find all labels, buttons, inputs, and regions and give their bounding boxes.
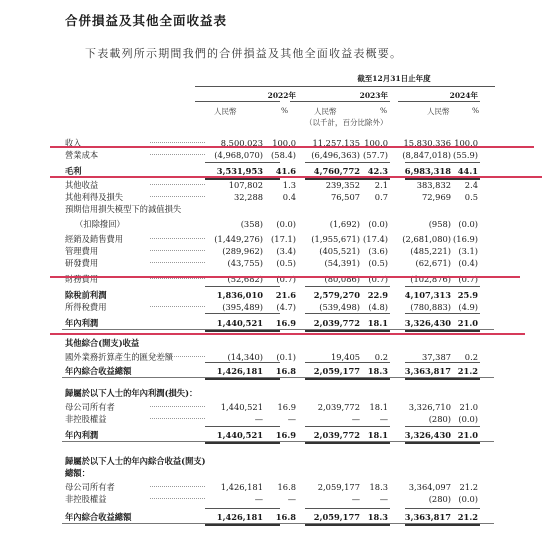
- pct-cell-1: (0.5): [368, 258, 388, 268]
- dot-leader: [150, 406, 205, 407]
- pct-cell-0: —: [287, 494, 296, 504]
- row-other-income: [0, 179, 550, 191]
- pct-cell-1: 0.2: [374, 352, 388, 362]
- amount-cell-2: 3,363,817: [404, 512, 451, 522]
- amount-cell-1: 11,257,135: [312, 138, 360, 148]
- amount-cell-0: (52,682): [227, 274, 263, 284]
- amount-cell-2: 6,983,318: [404, 166, 451, 176]
- amount-cell-2: 3,326,430: [404, 318, 451, 328]
- total-rule: [305, 378, 390, 380]
- year-rule-2023: [290, 101, 390, 102]
- pct-cell-1: (0.7): [368, 274, 388, 284]
- amount-cell-2: 72,969: [421, 192, 451, 202]
- pct-cell-2: 21.2: [459, 482, 478, 492]
- total-rule: [405, 426, 480, 427]
- amount-cell-1: (539,498): [319, 302, 360, 312]
- row-label: 非控股權益: [65, 494, 107, 504]
- row-profit-before-tax: [0, 289, 550, 301]
- amount-cell-1: 76,507: [330, 192, 360, 202]
- pct-cell-2: 100.0: [454, 138, 478, 148]
- pct-cell-0: 21.6: [275, 290, 296, 300]
- pct-cell-1: 42.3: [367, 166, 388, 176]
- dot-leader: [150, 196, 205, 197]
- pct-cell-0: 100.0: [272, 138, 296, 148]
- amount-cell-2: (62,671): [415, 258, 451, 268]
- pct-cell-2: (4.9): [458, 302, 478, 312]
- period-header-rule: [195, 86, 495, 87]
- row-label: （扣除撥回）: [75, 219, 125, 229]
- pct-cell-2: 21.0: [457, 430, 478, 440]
- amount-cell-0: 1,836,010: [216, 290, 263, 300]
- row-label: 除稅前利潤: [65, 290, 107, 300]
- row-tci-owners: [0, 481, 550, 493]
- pct-cell-0: (17.1): [271, 234, 296, 244]
- highlight-profit-for-year-total: [62, 429, 494, 442]
- row-rd-expenses: [0, 257, 550, 269]
- row-selling-expenses: [0, 233, 550, 245]
- dot-leader: [150, 418, 205, 419]
- row-label: 母公司所有者: [65, 402, 115, 412]
- amount-cell-1: 2,579,270: [313, 290, 360, 300]
- dot-leader: [150, 356, 205, 357]
- row-label: 歸屬於以下人士的年內利潤(損失)：: [65, 388, 198, 398]
- pct-cell-0: (0.5): [276, 258, 296, 268]
- row-impairment-heading: [0, 203, 550, 215]
- amount-cell-2: 4,107,313: [404, 290, 451, 300]
- total-rule: [305, 426, 390, 427]
- total-rule: [305, 508, 390, 509]
- row-label: 所得稅費用: [65, 302, 107, 312]
- year-header-2023: 2023年: [359, 91, 388, 100]
- row-profit-attrib-heading: [0, 387, 550, 399]
- amount-cell-0: 1,440,521: [216, 318, 263, 328]
- amount-cell-2: 15,830,336: [403, 138, 451, 148]
- amount-cell-1: (1,692): [329, 219, 360, 229]
- year-header-2024: 2024年: [449, 91, 478, 100]
- pct-cell-1: 18.1: [369, 402, 388, 412]
- pct-cell-0: 16.9: [277, 402, 296, 412]
- amount-cell-1: 19,405: [330, 352, 360, 362]
- pct-cell-2: 25.9: [457, 290, 478, 300]
- amount-cell-0: (395,489): [222, 302, 263, 312]
- row-tci-nci: [0, 493, 550, 505]
- pct-cell-1: 0.7: [374, 192, 388, 202]
- row-label: 管理費用: [65, 246, 99, 256]
- pct-cell-2: (3.1): [458, 246, 478, 256]
- row-label: 研發費用: [65, 258, 99, 268]
- row-label: 年內利潤: [65, 318, 99, 328]
- amount-cell-0: (289,962): [222, 246, 263, 256]
- row-label: 總額：: [65, 468, 90, 478]
- pct-cell-0: 1.3: [282, 180, 296, 190]
- page-title: 合併損益及其他全面收益表: [65, 13, 228, 28]
- year-rule-2022: [195, 101, 280, 102]
- amount-cell-2: (280): [428, 414, 451, 424]
- total-rule: [405, 286, 480, 287]
- total-rule: [205, 362, 280, 363]
- red-underline-annotation: [50, 146, 534, 148]
- red-underline-annotation: [50, 333, 525, 335]
- amount-cell-0: (14,340): [227, 352, 263, 362]
- pct-cell-2: 21.0: [459, 402, 478, 412]
- total-rule: [205, 442, 280, 444]
- amount-cell-0: 1,426,181: [220, 482, 263, 492]
- dot-leader: [150, 184, 205, 185]
- total-rule: [405, 330, 480, 332]
- amount-cell-2: (2,681,080): [402, 234, 451, 244]
- pct-cell-1: 18.3: [367, 512, 388, 522]
- amount-cell-0: (1,449,276): [214, 234, 263, 244]
- amount-cell-2: 3,326,430: [404, 430, 451, 440]
- amount-cell-1: —: [351, 414, 360, 424]
- pct-cell-0: 16.9: [275, 430, 296, 440]
- intro-text: 下表載列所示期間我們的合併損益及其他全面收益表概要。: [85, 47, 403, 60]
- dot-leader: [150, 238, 205, 239]
- pct-cell-1: (4.8): [368, 302, 388, 312]
- pct-cell-2: 21.2: [457, 512, 478, 522]
- amount-cell-1: 2,059,177: [313, 512, 360, 522]
- dot-leader: [150, 486, 205, 487]
- pct-cell-0: 16.8: [275, 366, 296, 376]
- pct-cell-0: (3.4): [276, 246, 296, 256]
- red-underline-annotation: [50, 176, 542, 178]
- pct-cell-2: (0.4): [458, 258, 478, 268]
- dot-leader: [150, 250, 205, 251]
- pct-cell-1: (0.0): [368, 219, 388, 229]
- highlight-tci-total: [62, 511, 494, 524]
- row-label: 歸屬於以下人士的年內綜合收益(開支): [65, 456, 206, 466]
- pct-cell-2: 44.1: [457, 166, 478, 176]
- pct-cell-1: 18.1: [367, 430, 388, 440]
- amount-cell-0: 8,500,023: [220, 138, 263, 148]
- pct-cell-1: 2.1: [374, 180, 388, 190]
- total-rule: [405, 378, 480, 380]
- amount-cell-0: (4,968,070): [214, 150, 263, 160]
- pct-cell-1: 18.1: [367, 318, 388, 328]
- total-rule: [205, 162, 280, 163]
- amount-cell-2: (780,883): [410, 302, 451, 312]
- total-rule: [305, 330, 390, 332]
- pct-cell-2: 0.2: [464, 352, 478, 362]
- amount-cell-1: 2,059,177: [313, 366, 360, 376]
- amount-cell-2: 3,364,097: [408, 482, 451, 492]
- red-underline-annotation: [50, 276, 520, 278]
- total-rule: [305, 178, 390, 180]
- year-rule-2024: [398, 101, 480, 102]
- row-label: 非控股權益: [65, 414, 107, 424]
- amount-cell-0: 107,802: [228, 180, 263, 190]
- amount-cell-0: 1,426,181: [216, 366, 263, 376]
- unit-rmb-2023: 人民幣: [314, 107, 337, 116]
- total-rule: [305, 362, 390, 363]
- year-header-2022: 2022年: [267, 91, 296, 100]
- amount-cell-0: 1,426,181: [216, 512, 263, 522]
- total-rule: [405, 178, 480, 180]
- row-profit-nci: [0, 413, 550, 425]
- unit-pct-2024: %: [472, 106, 480, 115]
- row-label: 年內綜合收益總額: [65, 512, 132, 522]
- row-oci-heading: [0, 337, 550, 349]
- amount-cell-2: (8,847,018): [402, 150, 451, 160]
- amount-cell-1: (405,521): [319, 246, 360, 256]
- row-admin-expenses: [0, 245, 550, 257]
- period-header: 截至12月31日止年度: [357, 74, 431, 83]
- dot-leader: [150, 154, 205, 155]
- row-label: 預期信用損失模型下的減值損失: [65, 204, 182, 214]
- amount-cell-1: (80,086): [324, 274, 360, 284]
- pct-cell-0: (0.1): [276, 352, 296, 362]
- dot-leader: [150, 142, 205, 143]
- row-finance-costs: [0, 273, 550, 285]
- pct-cell-2: 2.4: [464, 180, 478, 190]
- total-rule: [405, 508, 480, 509]
- pct-cell-0: (4.7): [276, 302, 296, 312]
- row-income-tax: [0, 301, 550, 313]
- pct-cell-2: (0.7): [458, 274, 478, 284]
- row-impairment-net: [0, 218, 550, 230]
- amount-cell-0: (358): [240, 219, 263, 229]
- amount-cell-1: —: [351, 494, 360, 504]
- pct-cell-0: (58.4): [271, 150, 296, 160]
- pct-cell-2: 21.0: [457, 318, 478, 328]
- pct-cell-2: (0.0): [458, 414, 478, 424]
- amount-cell-0: —: [254, 414, 263, 424]
- total-rule: [305, 162, 390, 163]
- total-rule: [405, 313, 480, 314]
- row-label: 收入: [65, 138, 82, 148]
- pct-cell-0: 41.6: [275, 166, 296, 176]
- total-rule: [305, 524, 390, 526]
- amount-cell-0: 32,288: [233, 192, 263, 202]
- row-label: 其他利得及損失: [65, 192, 124, 202]
- row-label: 年內利潤: [65, 430, 99, 440]
- pct-cell-0: 0.4: [282, 192, 296, 202]
- row-profit-owners: [0, 401, 550, 413]
- unit-rmb-2022: 人民幣: [214, 107, 237, 116]
- amount-cell-2: 3,363,817: [404, 366, 451, 376]
- total-rule: [405, 442, 480, 444]
- amount-cell-0: (43,755): [227, 258, 263, 268]
- pct-cell-1: 22.9: [367, 290, 388, 300]
- amount-cell-0: 1,440,521: [220, 402, 263, 412]
- unit-rmb-2024: 人民幣: [427, 107, 450, 116]
- row-label: 國外業務折算產生的匯兌差額: [65, 352, 173, 362]
- highlight-total-comprehensive-income: [62, 365, 494, 378]
- pct-cell-0: 16.8: [275, 512, 296, 522]
- highlight-profit-for-year: [62, 317, 494, 330]
- pct-cell-2: (16.9): [453, 234, 478, 244]
- amount-cell-2: 383,832: [416, 180, 451, 190]
- pct-cell-0: —: [287, 414, 296, 424]
- pct-cell-1: —: [379, 494, 388, 504]
- pct-cell-1: (3.6): [368, 246, 388, 256]
- total-rule: [205, 286, 280, 287]
- row-tci-attrib-heading-cont: [0, 467, 550, 479]
- amount-cell-1: 2,039,772: [313, 430, 360, 440]
- row-label: 其他收益: [65, 180, 99, 190]
- amount-cell-2: (280): [428, 494, 451, 504]
- amount-cell-2: 37,387: [421, 352, 451, 362]
- total-rule: [205, 524, 280, 526]
- total-rule: [305, 286, 390, 287]
- row-other-gains-losses: [0, 191, 550, 203]
- total-rule: [305, 313, 390, 314]
- row-label: 財務費用: [65, 274, 99, 284]
- total-rule: [205, 330, 280, 332]
- pct-cell-2: 21.2: [457, 366, 478, 376]
- pct-cell-0: (0.0): [276, 219, 296, 229]
- total-rule: [405, 362, 480, 363]
- total-rule: [405, 524, 480, 526]
- row-cost-of-sales: [0, 149, 550, 161]
- row-label: 營業成本: [65, 150, 99, 160]
- row-label: 母公司所有者: [65, 482, 115, 492]
- total-rule: [405, 162, 480, 163]
- total-rule: [305, 442, 390, 444]
- amount-cell-1: 2,039,772: [317, 402, 360, 412]
- row-tci-attrib-heading: [0, 455, 550, 467]
- pct-cell-2: (55.9): [453, 150, 478, 160]
- total-rule: [205, 378, 280, 380]
- pct-cell-1: 18.3: [369, 482, 388, 492]
- pct-cell-2: 0.5: [464, 192, 478, 202]
- amount-cell-1: 2,059,177: [317, 482, 360, 492]
- pct-cell-0: 16.8: [277, 482, 296, 492]
- row-label: 毛利: [65, 166, 82, 176]
- pct-cell-1: 18.3: [367, 366, 388, 376]
- dot-leader: [150, 498, 205, 499]
- amount-cell-1: (1,955,671): [311, 234, 360, 244]
- amount-cell-1: 239,352: [325, 180, 360, 190]
- pct-cell-1: 100.0: [364, 138, 388, 148]
- amount-cell-2: (102,876): [410, 274, 451, 284]
- amount-cell-1: (54,391): [324, 258, 360, 268]
- pct-cell-0: (0.7): [276, 274, 296, 284]
- pct-cell-1: (57.7): [363, 150, 388, 160]
- total-rule: [205, 178, 280, 180]
- amount-cell-2: (485,221): [410, 246, 451, 256]
- dot-leader: [150, 278, 205, 279]
- amount-cell-1: (6,496,363): [311, 150, 360, 160]
- total-rule: [205, 508, 280, 509]
- pct-cell-1: —: [379, 414, 388, 424]
- unit-pct-2023: %: [380, 106, 388, 115]
- amount-cell-0: —: [254, 494, 263, 504]
- amount-cell-1: 2,039,772: [313, 318, 360, 328]
- amount-cell-0: 1,440,521: [216, 430, 263, 440]
- amount-cell-2: 3,326,710: [408, 402, 451, 412]
- total-rule: [205, 426, 280, 427]
- row-label: 其他綜合(開支)收益: [65, 338, 140, 348]
- pct-cell-2: (0.0): [458, 219, 478, 229]
- amount-cell-0: 3,531,953: [216, 166, 263, 176]
- amount-cell-2: (958): [428, 219, 451, 229]
- dot-leader: [150, 306, 205, 307]
- amount-cell-1: 4,760,772: [313, 166, 360, 176]
- dot-leader: [150, 262, 205, 263]
- pct-cell-0: 16.9: [275, 318, 296, 328]
- unit-pct-2022: %: [281, 106, 289, 115]
- row-label: 年內綜合收益總額: [65, 366, 132, 376]
- row-label: 經銷及銷售費用: [65, 234, 124, 244]
- pct-cell-1: (17.4): [363, 234, 388, 244]
- total-rule: [205, 313, 280, 314]
- pct-cell-2: (0.0): [458, 494, 478, 504]
- unit-note: （以千計，百分比除外）: [305, 118, 388, 127]
